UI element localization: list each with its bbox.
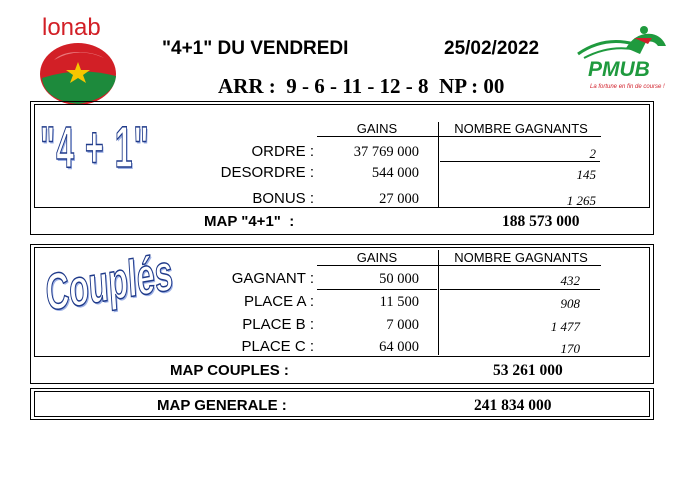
- pmub-logo: [574, 24, 674, 96]
- map-couples-label: MAP COUPLES :: [170, 362, 289, 379]
- draw-date: 25/02/2022: [444, 38, 540, 59]
- badge-couples: Couplés: [44, 243, 175, 323]
- row-place-b-gagnants: 1 477: [550, 319, 580, 334]
- row-place-b-gains: 7 000: [386, 317, 419, 333]
- col-gagnants-couples: NOMBRE GAGNANTS: [454, 250, 588, 265]
- map-generale-value: 241 834 000: [474, 397, 552, 414]
- row-place-a-label: PLACE A :: [243, 293, 314, 310]
- map-4plus1-value: 188 573 000: [502, 213, 580, 230]
- badge-4plus1: "4 + 1": [40, 115, 150, 180]
- row-place-a-gagnants: 908: [560, 296, 580, 311]
- row-place-a-gains: 11 500: [379, 294, 419, 310]
- col-gains-couples: GAINS: [356, 250, 398, 265]
- row-ordre-gagnants: 2: [589, 146, 596, 161]
- row-bonus-gagnants: 1 265: [566, 193, 596, 208]
- row-bonus-label: BONUS :: [252, 190, 314, 207]
- row-ordre-label: ORDRE :: [251, 143, 314, 160]
- row-desordre-label: DESORDRE :: [220, 164, 314, 181]
- row-desordre-gains: 544 000: [371, 165, 419, 181]
- row-place-c-gagnants: 170: [560, 341, 580, 356]
- col-gains-4plus1: GAINS: [356, 121, 398, 136]
- page-title: "4+1" DU VENDREDI: [162, 38, 349, 59]
- row-place-b-label: PLACE B :: [242, 316, 314, 333]
- pmub-logo-text: PMUB: [588, 58, 650, 81]
- map-couples-value: 53 261 000: [493, 362, 563, 379]
- map-4plus1-label: MAP "4+1" :: [204, 213, 295, 230]
- row-place-c-label: PLACE C :: [241, 338, 314, 355]
- arrival-line: ARR : 9 - 6 - 11 - 12 - 8 NP : 00: [218, 74, 505, 98]
- row-place-c-gains: 64 000: [379, 339, 419, 355]
- lonab-logo-text: lonab: [42, 14, 101, 41]
- map-generale-label: MAP GENERALE :: [157, 397, 287, 414]
- section-general-inner: [34, 391, 650, 417]
- row-bonus-gains: 27 000: [379, 191, 419, 207]
- row-gagnant-gagnants: 432: [560, 273, 580, 288]
- row-gagnant-gains: 50 000: [379, 271, 419, 287]
- pmub-tagline: La fortune en fin de course !: [590, 84, 665, 90]
- row-desordre-gagnants: 145: [576, 167, 596, 182]
- row-gagnant-label: GAGNANT :: [231, 270, 314, 287]
- col-gagnants-4plus1: NOMBRE GAGNANTS: [454, 121, 588, 136]
- row-ordre-gains: 37 769 000: [353, 144, 419, 160]
- lonab-logo: [34, 14, 122, 108]
